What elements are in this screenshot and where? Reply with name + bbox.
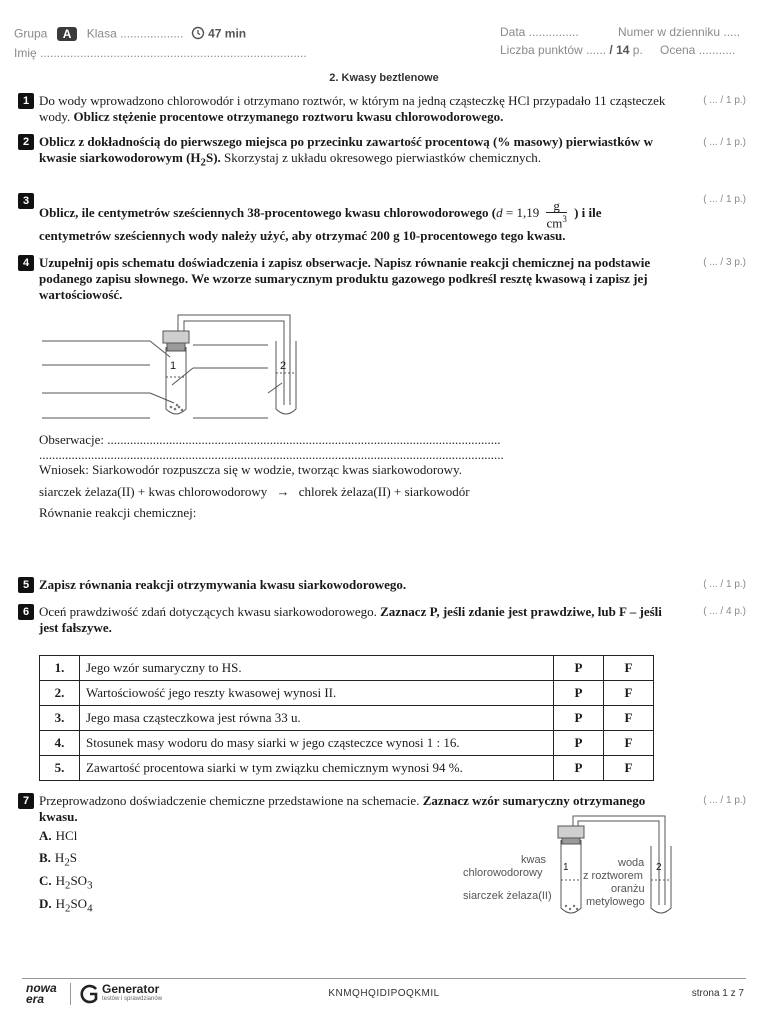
question-number: 5 (18, 577, 34, 593)
label-z-roztworem: z roztworem (583, 870, 643, 882)
name-field: Imię ................................................................................ (14, 46, 307, 60)
group-badge: A (57, 27, 78, 41)
question-number: 1 (18, 93, 34, 109)
question-6: Oceń prawdziwość zdań dotyczących kwasu siarkowodorowego. Zaznacz P, jeśli zdanie jest prawdziwe, lub F – jeśli jest fałszywe. (39, 604, 662, 635)
false-option[interactable]: F (604, 706, 654, 731)
true-option[interactable]: P (554, 756, 604, 781)
question-7: Przeprowadzono doświadczenie chemiczne przedstawione na schemacie. Zaznacz wzór sumaryczny otrzymanego kwasu. (39, 793, 646, 824)
points-badge: ( ... / 1 p.) (703, 795, 746, 806)
question-1: Do wody wprowadzono chlorowodór i otrzymano roztwór, w którym na jedną cząsteczkę HCl przypadało 11 cząsteczek wody. Oblicz stężenie procentowe otrzymanego roztworu kwasu chlorowodorowego. (39, 93, 666, 124)
row-number: 5. (40, 756, 80, 781)
table-row (40, 731, 654, 756)
label-siarczek: siarczek żelaza(II) (463, 890, 552, 902)
true-option[interactable]: P (554, 731, 604, 756)
page-number: strona 1 z 7 (691, 988, 744, 999)
group-field: Grupa A Klasa ................... 47 min (14, 26, 246, 43)
false-option[interactable]: F (604, 656, 654, 681)
tube-2-label: 2 (280, 360, 287, 372)
register-number-field: Numer w dzienniku ..... (618, 25, 741, 39)
word-equation: siarczek żelaza(II) + kwas chlorowodorowy → chlorek żelaza(II) + siarkowodór (39, 484, 470, 499)
conclusion: Wniosek: Siarkowodór rozpuszcza się w wodzie, tworząc kwas siarkowodorowy. (39, 462, 462, 477)
answer-a[interactable]: A. HCl (39, 828, 78, 843)
page-title: 2. Kwasy beztlenowe (329, 72, 439, 84)
question-3-line-2: centymetrów sześciennych wody należy użyć, aby otrzymać 200 g 10-procentowego tego kwasu. (39, 228, 566, 243)
date-field: Data ............... (500, 25, 579, 39)
density-fraction: $\frac{g}{cm^3}$ (546, 198, 567, 231)
true-option[interactable]: P (554, 706, 604, 731)
question-5: Zapisz równania reakcji otrzymywania kwasu siarkowodorowego. (39, 577, 407, 592)
label-chlorowodorowy: chlorowodorowy (463, 867, 543, 879)
arrow-icon: → (276, 484, 290, 499)
true-option[interactable]: P (554, 681, 604, 706)
statement: Stosunek masy wodoru do masy siarki w jego cząsteczce wynosi 1 : 16. (80, 731, 554, 756)
true-option[interactable]: P (554, 656, 604, 681)
question-4: Uzupełnij opis schematu doświadczenia i zapisz obserwacje. Napisz równanie reakcji chemicznej na podstawie podanego zapisu słownego. We wzorze sumarycznym produktu gazowego podkreśl resztę kwasową i zapisz jej wartościowość. (39, 255, 651, 302)
table-row (40, 681, 654, 706)
statement: Jego masa cząsteczkowa jest równa 33 u. (80, 706, 554, 731)
tube-1-label: 1 (563, 862, 569, 873)
tube-1-label: 1 (170, 360, 177, 372)
label-oranzu: oranżu (611, 883, 645, 895)
points-badge: ( ... / 1 p.) (703, 579, 746, 590)
time-limit: 47 min (208, 26, 247, 41)
label-metylowego: metylowego (586, 896, 645, 908)
statement: Jego wzór sumaryczny to HS. (80, 656, 554, 681)
question-2: Oblicz z dokładnością do pierwszego miejsca po przecinku zawartość procentową (% masowy) pierwiastków w kwasie siarkowodorowym $(H_2S)$. Skorzystaj z układu okresowego pierwiastków chemicznych. (39, 134, 653, 169)
observations-field[interactable]: Obserwacje: ......................................................................................................................... (39, 432, 501, 447)
grade-field: Ocena ........... (660, 43, 736, 57)
points-badge: ( ... / 1 p.) (703, 95, 746, 106)
equation-label: Równanie reakcji chemicznej: (39, 505, 197, 520)
question-number: 2 (18, 134, 34, 150)
question-3-line-1: Oblicz, ile centymetrów sześciennych 38-procentowego kwasu chlorowodorowego (d = 1,19 $\frac{g}{cm^3}$ ) i ile (39, 198, 602, 231)
points-field: Liczba punktów ...... / 14 p. (500, 43, 643, 57)
answer-b[interactable]: B. $H_2S$ (39, 850, 77, 869)
question-number: 7 (18, 793, 34, 809)
false-option[interactable]: F (604, 681, 654, 706)
statement: Zawartość procentowa siarki w tym związku chemicznym wynosi 94 %. (80, 756, 554, 781)
answer-c[interactable]: C. $H_2SO_3$ (39, 873, 93, 892)
row-number: 1. (40, 656, 80, 681)
points-badge: ( ... / 1 p.) (703, 137, 746, 148)
label-woda: woda (618, 857, 645, 869)
tube-2-label: 2 (656, 862, 662, 873)
question-number: 6 (18, 604, 34, 620)
question-number: 3 (18, 193, 34, 209)
observations-line[interactable]: ............................................................................................................................................... (39, 447, 504, 462)
row-number: 2. (40, 681, 80, 706)
table-row (40, 706, 654, 731)
row-number: 3. (40, 706, 80, 731)
true-false-table (39, 655, 654, 781)
footer: nowa era Generator testów i sprawdzianów KNMQHQIDIPOQKMIL strona 1 z 7 (22, 978, 746, 1009)
table-row (40, 656, 654, 681)
points-badge: ( ... / 3 p.) (703, 257, 746, 268)
label-kwas: kwas (521, 854, 547, 866)
table-row (40, 756, 654, 781)
statement: Wartościowość jego reszty kwasowej wynosi II. (80, 681, 554, 706)
false-option[interactable]: F (604, 731, 654, 756)
points-badge: ( ... / 1 p.) (703, 194, 746, 205)
nowa-era-logo: nowa era (26, 981, 57, 1006)
question-number: 4 (18, 255, 34, 271)
points-badge: ( ... / 4 p.) (703, 606, 746, 617)
false-option[interactable]: F (604, 756, 654, 781)
clock-icon (191, 26, 205, 43)
row-number: 4. (40, 731, 80, 756)
answer-d[interactable]: D. $H_2SO_4$ (39, 896, 93, 915)
document-code: KNMQHQIDIPOQKMIL (328, 988, 440, 999)
